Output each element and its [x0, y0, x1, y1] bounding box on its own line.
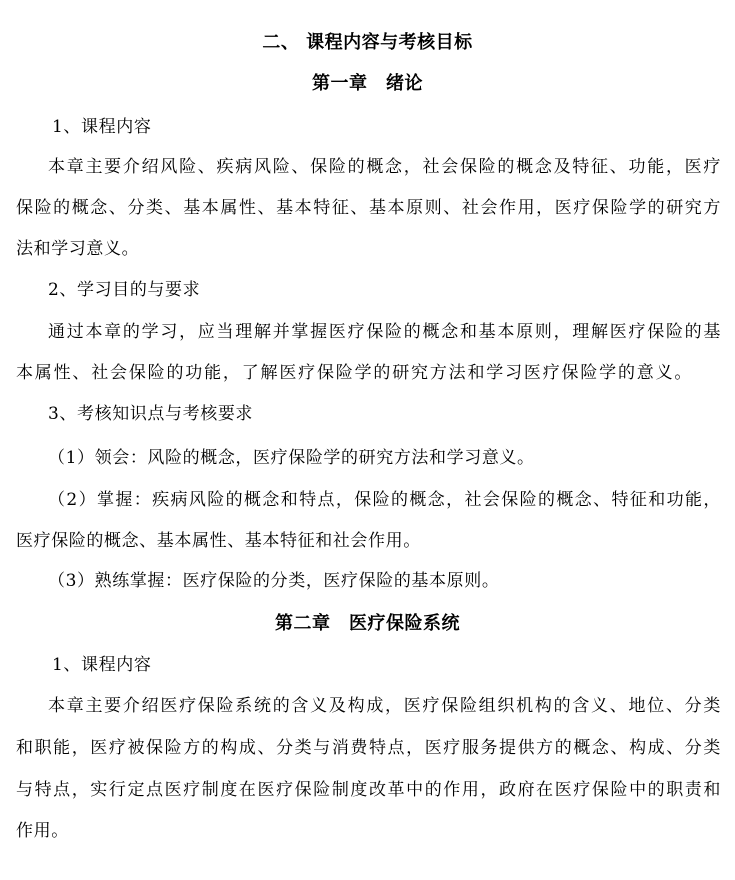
chapter1-goals-line: 通过本章的学习，应当理解并掌握医疗保险的概念和基本原则，理解医疗保险的基	[48, 322, 721, 342]
chapter1-exam-item: 医疗保险的概念、基本属性、基本特征和社会作用。	[16, 531, 421, 551]
chapter2-content-line: 与特点，实行定点医疗制度在医疗保险制度改革中的作用，政府在医疗保险中的职责和	[16, 780, 721, 800]
chapter1-goals-line: 本属性、社会保险的功能，了解医疗保险学的研究方法和学习医疗保险学的意义。	[16, 363, 692, 383]
chapter1-content-line: 本章主要介绍风险、疾病风险、保险的概念，社会保险的概念及特征、功能，医疗	[48, 157, 721, 177]
chapter1-content-line: 保险的概念、分类、基本属性、基本特征、基本原则、社会作用，医疗保险学的研究方	[16, 198, 721, 218]
chapter2-content-line: 和职能，医疗被保险方的构成、分类与消费特点，医疗服务提供方的概念、构成、分类	[16, 738, 721, 758]
chapter2-content-line: 作用。	[16, 821, 69, 841]
chapter1-goals-heading: 2、学习目的与要求	[48, 280, 201, 300]
chapter2-title: 第二章 医疗保险系统	[275, 613, 460, 634]
chapter2-content-line: 本章主要介绍医疗保险系统的含义及构成，医疗保险组织机构的含义、地位、分类	[48, 696, 721, 716]
chapter1-exam-item: （2）掌握：疾病风险的概念和特点，保险的概念，社会保险的概念、特征和功能，	[48, 490, 721, 510]
chapter1-exam-heading: 3、考核知识点与考核要求	[48, 404, 254, 424]
chapter1-title: 第一章 绪论	[312, 73, 423, 94]
chapter1-exam-item: （3）熟练掌握：医疗保险的分类，医疗保险的基本原则。	[48, 571, 500, 591]
chapter2-content-heading: 1、课程内容	[52, 655, 152, 675]
chapter1-content-line: 法和学习意义。	[16, 239, 140, 259]
section-title: 二、 课程内容与考核目标	[262, 32, 473, 53]
chapter1-content-heading: 1、课程内容	[52, 117, 152, 137]
chapter1-exam-item: （1）领会：风险的概念，医疗保险学的研究方法和学习意义。	[48, 448, 535, 468]
